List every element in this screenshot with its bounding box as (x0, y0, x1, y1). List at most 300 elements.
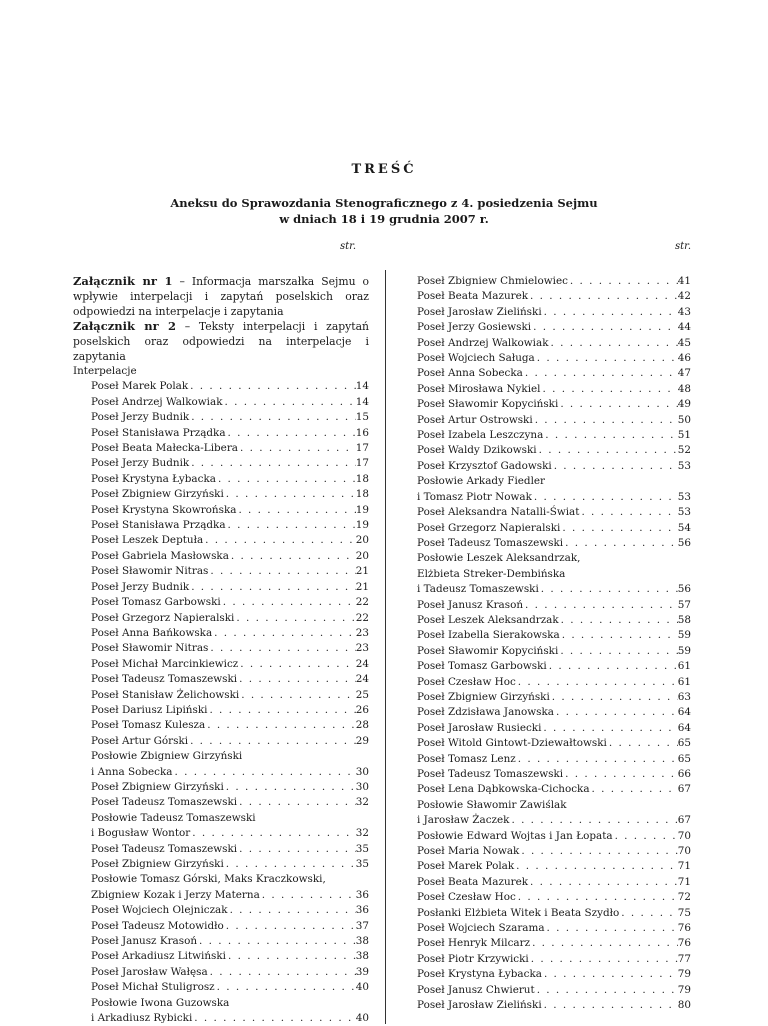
toc-entry[interactable] (417, 320, 691, 335)
toc-entry[interactable] (417, 675, 691, 690)
toc-entry-name: Poseł Leszek Aleksandrzak (417, 613, 559, 626)
toc-entry-page: 24 (355, 673, 369, 686)
toc-entry-name: Posłowie Edward Wojtas i Jan Łopata (417, 829, 613, 842)
dot-leader (537, 443, 678, 458)
dot-leader (189, 580, 356, 595)
toc-entry-name: Poseł Janusz Chwierut (417, 983, 535, 996)
toc-entry-name: i Anna Sobecka (91, 765, 173, 778)
toc-entry-page: 56 (677, 583, 691, 596)
dot-leader (530, 936, 678, 951)
toc-entry-page: 40 (355, 981, 369, 994)
toc-entry-name: Poseł Andrzej Walkowiak (91, 395, 223, 408)
toc-entry-page: 59 (677, 629, 691, 642)
dot-leader (533, 413, 678, 428)
toc-entry-page: 35 (355, 858, 369, 870)
toc-entry-page: 54 (677, 521, 691, 534)
toc-entry[interactable] (417, 859, 691, 874)
toc-entry-page: 67 (677, 783, 691, 796)
toc-entry[interactable] (73, 842, 369, 857)
toc-entry-name: Poseł Artur Ostrowski (417, 413, 533, 426)
toc-entry-heading: Posłowie Tomasz Górski, Maks Kraczkowski, (91, 873, 326, 886)
toc-entry-page: 64 (677, 706, 691, 719)
toc-entry-name: Poseł Zbigniew Girzyński (91, 858, 224, 870)
toc-entry-page: 61 (677, 660, 691, 673)
toc-entry-page: 18 (355, 488, 369, 501)
toc-entry-page: 39 (355, 965, 369, 978)
toc-entry-name: Poseł Leszek Deptuła (91, 534, 204, 547)
attachment-2-heading: Załącznik nr 2 (73, 319, 176, 333)
dot-leader (224, 487, 356, 502)
toc-entry-name: Poseł Michał Marcinkiewicz (91, 657, 239, 670)
toc-entry-page: 30 (355, 780, 369, 793)
page-column-label-left: str. (340, 241, 357, 252)
toc-entry-page: 14 (355, 395, 369, 408)
toc-entry-page: 38 (355, 935, 369, 948)
toc-entry[interactable] (417, 890, 691, 905)
toc-entry-page: 37 (355, 919, 369, 932)
toc-right-column (417, 274, 691, 1014)
toc-entry[interactable] (417, 428, 691, 443)
toc-entry-page: 53 (677, 459, 691, 472)
dot-leader (208, 641, 355, 656)
toc-entry[interactable] (417, 505, 691, 520)
toc-entry[interactable] (417, 921, 691, 936)
dot-leader (579, 505, 677, 520)
attachment-2[interactable] (73, 319, 369, 364)
toc-entry[interactable] (417, 690, 691, 705)
toc-entry-page: 47 (677, 367, 691, 380)
toc-entry-page: 16 (355, 426, 369, 439)
toc-entry[interactable] (73, 626, 369, 641)
toc-entry-page: 28 (355, 719, 369, 732)
toc-entry-page: 26 (355, 703, 369, 716)
toc-entry[interactable] (417, 705, 691, 720)
dot-leader (190, 826, 355, 841)
toc-entry[interactable] (73, 379, 369, 394)
toc-entry-page: 35 (355, 842, 369, 855)
toc-entry[interactable] (417, 906, 691, 921)
toc-entry-name: Poseł Janusz Krasoń (91, 935, 198, 948)
dot-leader (224, 919, 356, 934)
toc-entry[interactable] (73, 595, 369, 610)
toc-entry-name: Posłanki Elżbieta Witek i Beata Szydło (417, 906, 620, 919)
toc-entry[interactable] (417, 967, 691, 982)
toc-entry-name: Poseł Beata Mazurek (417, 290, 529, 303)
dot-leader (545, 921, 678, 936)
document-subtitle (0, 195, 768, 227)
dot-leader (189, 410, 356, 425)
page-column-label-right: str. (675, 241, 692, 252)
toc-entry[interactable] (417, 459, 691, 474)
dot-leader (563, 767, 678, 782)
toc-entry-page: 32 (355, 827, 369, 840)
toc-entry-name: Poseł Zdzisława Janowska (417, 706, 554, 719)
toc-entry[interactable] (417, 397, 691, 412)
toc-entry-page: 22 (355, 611, 369, 624)
toc-entry-name: Poseł Witold Gintowt-Dziewałtowski (417, 737, 607, 750)
dot-leader (226, 426, 356, 441)
toc-entry-page: 71 (677, 875, 691, 888)
toc-entry-page: 79 (677, 968, 691, 981)
toc-entry-page: 25 (355, 688, 369, 701)
toc-entry-name: Poseł Tomasz Kulesza (91, 719, 206, 732)
toc-entry-name: Poseł Czesław Hoc (417, 891, 516, 904)
toc-entry[interactable] (417, 875, 691, 890)
toc-entry-page: 70 (677, 829, 691, 842)
page-title: TREŚĆ (351, 162, 417, 177)
toc-entry[interactable] (417, 767, 691, 782)
toc-entry-name: Poseł Wojciech Olejniczak (91, 904, 228, 917)
toc-entry-name: Poseł Wojciech Saługa (417, 352, 535, 365)
toc-entry-page: 24 (355, 657, 369, 670)
toc-entry-name: Zbigniew Kozak i Jerzy Materna (91, 888, 260, 901)
dot-leader (539, 582, 678, 597)
dot-leader (189, 456, 356, 471)
toc-entry[interactable] (417, 983, 691, 998)
toc-entry-page: 14 (355, 380, 369, 393)
dot-leader (528, 875, 678, 890)
toc-entry-page: 20 (355, 534, 369, 547)
dot-leader (234, 611, 355, 626)
toc-entry-name: Poseł Krzysztof Gadowski (417, 459, 552, 472)
toc-entry-heading: Elżbieta Streker-Dembińska (417, 567, 566, 580)
toc-entry[interactable] (73, 518, 369, 533)
toc-entry[interactable] (73, 795, 369, 810)
toc-entry[interactable] (73, 965, 369, 980)
toc-entry-page: 45 (677, 336, 691, 349)
toc-entry-name: Poseł Sławomir Kopyciński (417, 398, 559, 411)
toc-entry-name: Poseł Jerzy Budnik (91, 411, 190, 424)
toc-entry[interactable] (417, 351, 691, 366)
dot-leader (215, 980, 356, 995)
dot-leader (237, 672, 356, 687)
toc-entry-page: 67 (677, 814, 691, 827)
dot-leader (516, 675, 678, 690)
toc-entry[interactable] (73, 718, 369, 733)
toc-left-column (73, 274, 369, 1026)
dot-leader (229, 549, 356, 564)
toc-entry[interactable] (417, 336, 691, 351)
dot-leader (543, 428, 677, 443)
attachment-1-text: – Informacja marszałka Sejmu o wpływie interpelacji i zapytań poselskich oraz odpowiedzi na interpelacje i zapytania (73, 275, 370, 318)
toc-entry[interactable] (417, 782, 691, 797)
dot-leader (223, 395, 356, 410)
toc-entry[interactable] (73, 934, 369, 949)
dot-leader (237, 842, 356, 857)
toc-entry-page: 66 (677, 768, 691, 780)
toc-entry-name: Poseł Andrzej Walkowiak (417, 336, 549, 349)
dot-leader (531, 320, 678, 335)
dot-leader (558, 644, 677, 659)
toc-entry[interactable] (417, 598, 691, 613)
toc-entry-page: 21 (355, 565, 369, 578)
toc-entry-name: Poseł Tadeusz Tomaszewski (417, 536, 564, 549)
dot-leader (216, 472, 356, 487)
toc-entry-page: 18 (355, 472, 369, 485)
toc-entry[interactable] (417, 443, 691, 458)
dot-leader (188, 734, 356, 749)
toc-entry[interactable] (417, 490, 691, 505)
toc-entry[interactable] (417, 752, 691, 767)
toc-entry[interactable] (73, 580, 369, 595)
toc-entry-name: Poseł Stanisław Żelichowski (91, 688, 240, 701)
dot-leader (238, 441, 356, 456)
toc-entry-name: Poseł Tadeusz Tomaszewski (91, 796, 238, 809)
toc-entry-page: 15 (355, 411, 369, 424)
dot-leader (558, 397, 677, 412)
toc-entry[interactable] (73, 611, 369, 626)
toc-entry-name: Poseł Zbigniew Girzyński (91, 780, 224, 793)
toc-entry-heading: Posłowie Iwona Guzowska (91, 996, 230, 1009)
toc-entry[interactable] (73, 472, 369, 487)
toc-entry-name: Poseł Krystyna Skowrońska (91, 503, 237, 516)
dot-leader (560, 628, 678, 643)
toc-entry-page: 76 (677, 922, 691, 935)
toc-entry[interactable] (417, 813, 691, 828)
toc-entry[interactable] (73, 903, 369, 918)
dot-leader (188, 379, 356, 394)
dot-leader (224, 780, 356, 795)
toc-entry-page: 75 (677, 906, 691, 919)
toc-entry-name: Poseł Jarosław Zieliński (417, 305, 542, 318)
toc-entry[interactable] (417, 413, 691, 428)
dot-leader (197, 934, 356, 949)
dot-leader (541, 382, 678, 397)
toc-entry-name: Poseł Stanisława Prządka (91, 519, 226, 532)
toc-entry[interactable] (417, 289, 691, 304)
toc-entry[interactable] (73, 703, 369, 718)
dot-leader (228, 903, 356, 918)
dot-leader (203, 533, 356, 548)
toc-entry-page: 57 (677, 598, 691, 611)
toc-entry[interactable] (73, 487, 369, 502)
toc-entry[interactable] (417, 952, 691, 967)
toc-entry-page: 46 (677, 352, 691, 365)
toc-entry-page: 53 (677, 506, 691, 519)
toc-entry[interactable] (73, 949, 369, 964)
dot-leader (529, 952, 678, 967)
dot-leader (523, 366, 678, 381)
dot-leader (552, 459, 678, 474)
toc-entry[interactable] (417, 274, 691, 289)
dot-leader (590, 782, 678, 797)
toc-entry-name: Poseł Grzegorz Napieralski (91, 611, 235, 624)
toc-entry[interactable] (73, 672, 369, 687)
dot-leader (516, 890, 678, 905)
toc-entry[interactable] (417, 998, 691, 1013)
dot-leader (208, 564, 355, 579)
dot-leader (239, 688, 356, 703)
dot-leader (542, 305, 678, 320)
toc-entry-name: Poseł Zbigniew Girzyński (417, 690, 550, 703)
toc-entry-page: 77 (677, 952, 691, 965)
toc-entry-name: i Tadeusz Tomaszewski (417, 583, 539, 596)
toc-entry-page: 20 (355, 549, 369, 562)
toc-entry[interactable] (417, 736, 691, 751)
toc-entry-page: 17 (355, 457, 369, 470)
dot-leader (554, 705, 678, 720)
toc-entry[interactable] (73, 456, 369, 471)
toc-entry-page: 52 (677, 444, 691, 457)
toc-entry[interactable] (73, 826, 369, 841)
toc-entry[interactable] (73, 410, 369, 425)
dot-leader (535, 351, 678, 366)
toc-entry[interactable] (417, 521, 691, 536)
toc-entry-name: Poseł Stanisława Prządka (91, 426, 226, 439)
toc-entry[interactable] (417, 382, 691, 397)
toc-entry[interactable] (417, 829, 691, 844)
toc-entry[interactable] (73, 734, 369, 749)
toc-entry[interactable] (417, 582, 691, 597)
toc-entry-page: 71 (677, 860, 691, 873)
toc-entry-name: Poseł Tadeusz Motowidło (91, 919, 224, 932)
toc-entry-name: Poseł Jerzy Budnik (91, 580, 190, 593)
toc-entry-page: 21 (355, 580, 369, 593)
toc-entry-name: Poseł Waldy Dzikowski (417, 444, 537, 457)
toc-entry[interactable] (417, 844, 691, 859)
toc-entry-page: 48 (677, 382, 691, 395)
dot-leader (528, 289, 678, 304)
toc-entry-name: Poseł Jarosław Wałęsa (91, 965, 208, 978)
toc-entry[interactable] (73, 441, 369, 456)
toc-entry-name: i Arkadiusz Rybicki (91, 1012, 193, 1025)
dot-leader (173, 765, 356, 780)
dot-leader (212, 626, 356, 641)
toc-entry-page: 51 (677, 429, 691, 442)
toc-entry-page: 59 (677, 644, 691, 657)
toc-entry-name: Poseł Tomasz Lenz (417, 752, 516, 765)
dot-leader (550, 690, 678, 705)
toc-entry[interactable] (73, 564, 369, 579)
dot-leader (238, 657, 356, 672)
toc-entry[interactable] (73, 657, 369, 672)
dot-leader (563, 536, 678, 551)
toc-entry-page: 58 (677, 613, 691, 626)
dot-leader (208, 965, 356, 980)
toc-entry-page: 65 (677, 752, 691, 765)
toc-entry[interactable] (73, 765, 369, 780)
toc-entry-page: 29 (355, 734, 369, 747)
toc-entry-page: 36 (355, 904, 369, 917)
toc-entry[interactable] (73, 641, 369, 656)
toc-entry-name: Poseł Aleksandra Natalli-Świat (417, 506, 580, 519)
toc-entry[interactable] (73, 533, 369, 548)
toc-entry[interactable] (73, 888, 369, 903)
toc-entry-name: Poseł Tadeusz Tomaszewski (91, 842, 238, 855)
toc-entry-name: Poseł Tomasz Garbowski (417, 660, 547, 673)
toc-entry-page: 70 (677, 845, 691, 858)
attachment-1[interactable] (73, 274, 369, 319)
toc-entry-name: Poseł Maria Nowak (417, 845, 520, 858)
toc-entry-name: Poseł Anna Sobecka (417, 367, 523, 380)
toc-entry-page: 40 (355, 1012, 369, 1025)
toc-entry-name: Poseł Sławomir Nitras (91, 642, 209, 655)
dot-leader (559, 613, 678, 628)
toc-entry[interactable] (73, 426, 369, 441)
toc-entry-name: Poseł Czesław Hoc (417, 675, 516, 688)
toc-entry[interactable] (417, 305, 691, 320)
toc-entry-name: Poseł Izabella Sierakowska (417, 629, 560, 642)
toc-entry-page: 22 (355, 596, 369, 609)
attachment-1-heading: Załącznik nr 1 (73, 274, 173, 288)
toc-entry[interactable] (73, 780, 369, 795)
toc-entry[interactable] (417, 613, 691, 628)
toc-entry[interactable] (417, 659, 691, 674)
dot-leader (519, 844, 677, 859)
toc-entry-page: 80 (677, 999, 691, 1012)
toc-entry[interactable] (73, 980, 369, 995)
toc-entry[interactable] (73, 857, 369, 872)
toc-entry[interactable] (417, 536, 691, 551)
toc-entry-name: Poseł Sławomir Kopyciński (417, 644, 559, 657)
toc-entry-heading: Posłowie Zbigniew Girzyński (91, 750, 243, 763)
dot-leader (549, 336, 678, 351)
toc-entry-name: Poseł Lena Dąbkowska-Cichocka (417, 783, 590, 796)
toc-entry-page: 65 (677, 737, 691, 750)
toc-right-list (417, 274, 691, 1014)
attachment-2-text: – Teksty interpelacji i zapytań poselskich oraz odpowiedzi na interpelacje i zapytania (73, 320, 369, 363)
dot-leader (260, 888, 356, 903)
toc-entry-name: Poseł Anna Bańkowska (91, 626, 213, 639)
toc-entry[interactable] (417, 644, 691, 659)
dot-leader (509, 813, 677, 828)
section-heading: Interpelacje (73, 365, 137, 377)
toc-entry-page: 72 (677, 891, 691, 904)
dot-leader (532, 490, 678, 505)
toc-entry[interactable] (73, 919, 369, 934)
toc-entry-page: 19 (355, 519, 369, 532)
dot-leader (619, 906, 677, 921)
toc-left-list (73, 379, 369, 1026)
toc-entry-name: Poseł Wojciech Szarama (417, 922, 545, 935)
toc-entry-name: Poseł Marek Polak (91, 380, 189, 393)
toc-entry-page: 49 (677, 398, 691, 411)
toc-entry[interactable] (417, 366, 691, 381)
subtitle-line-2: w dniach 18 i 19 grudnia 2007 r. (279, 212, 489, 226)
toc-entry[interactable] (73, 688, 369, 703)
toc-entry-name: Poseł Jarosław Zieliński (417, 999, 542, 1012)
toc-entry-name: Poseł Krystyna Łybacka (91, 472, 216, 485)
toc-entry-page: 61 (677, 675, 691, 688)
toc-entry[interactable] (417, 721, 691, 736)
toc-entry-page: 79 (677, 983, 691, 996)
toc-entry-page: 32 (355, 796, 369, 809)
dot-leader (236, 503, 355, 518)
toc-entry-name: Poseł Dariusz Lipiński (91, 703, 208, 716)
toc-entry[interactable] (417, 628, 691, 643)
dot-leader (237, 795, 356, 810)
toc-entry-page: 36 (355, 888, 369, 901)
toc-entry-heading: Posłowie Tadeusz Tomaszewski (91, 811, 256, 824)
dot-leader (568, 274, 678, 289)
toc-entry-name: Poseł Tomasz Garbowski (91, 596, 221, 609)
toc-entry[interactable] (417, 936, 691, 951)
toc-entry[interactable] (73, 549, 369, 564)
toc-entry-page: 63 (677, 690, 691, 703)
dot-leader (542, 998, 678, 1013)
toc-entry-heading: Posłowie Arkady Fiedler (417, 475, 546, 488)
toc-entry-page: 44 (677, 321, 691, 334)
dot-leader (221, 595, 356, 610)
toc-entry-name: Poseł Tadeusz Tomaszewski (91, 673, 238, 686)
dot-leader (226, 949, 356, 964)
toc-entry[interactable] (73, 395, 369, 410)
toc-entry-name: Poseł Beata Mazurek (417, 875, 529, 888)
toc-entry-name: i Bogusław Wontor (91, 827, 191, 840)
toc-entry-page: 38 (355, 950, 369, 963)
toc-entry-page: 53 (677, 490, 691, 503)
toc-entry[interactable] (73, 503, 369, 518)
